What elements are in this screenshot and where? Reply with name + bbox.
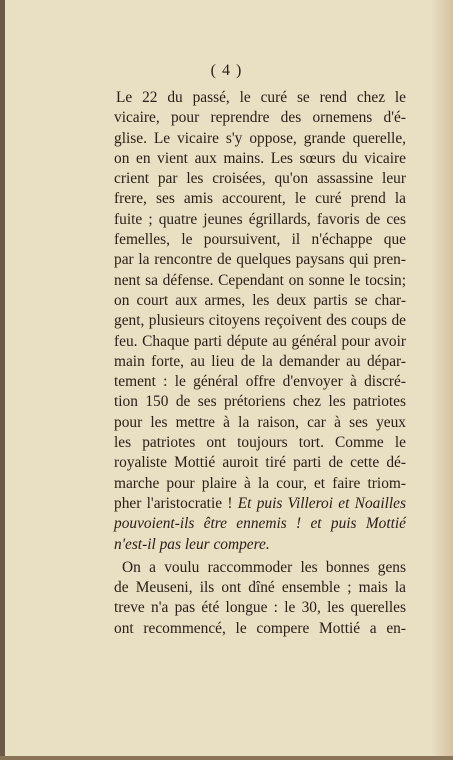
text-line-mixed — [114, 494, 406, 514]
text-line: tion 150 de ses prétoriens chez les patriotes — [114, 393, 406, 411]
body-text — [114, 88, 406, 639]
text-line: on court aux armes, les deux partis se char- — [114, 291, 406, 309]
text-line: fuite ; quatre jeunes égrillards, favoris de ces — [114, 210, 406, 228]
page-bottom-edge — [0, 756, 453, 760]
text-line: royaliste Mottié auroit tiré parti de cette dé- — [114, 454, 406, 472]
text-italic: Et puis Villeroi et Noailles — [237, 494, 406, 512]
text-line: pour les mettre à la raison, car à ses yeux — [114, 413, 406, 431]
text-line: par la rencontre de quelques paysans qui pren- — [114, 251, 406, 269]
text-line: de Meuseni, ils ont dîné ensemble ; mais la — [114, 579, 406, 597]
text-line-italic: pouvoient-ils être ennemis ! et puis Mottié — [114, 515, 406, 533]
page-right-shadow — [431, 0, 453, 760]
text-line: les patriotes ont toujours tort. Comme le — [114, 434, 406, 452]
text-line-italic: n'est-il pas leur compere. — [114, 535, 270, 553]
text-line: On a voulu raccommoder les bonnes gens — [122, 558, 406, 576]
text-line: on en vient aux mains. Les sœurs du vicaire — [114, 149, 406, 167]
text-line: glise. Le vicaire s'y oppose, grande querelle, — [114, 129, 406, 147]
text-line: marche pour plaire à la cour, et faire triom- — [114, 474, 406, 492]
text-line: treve n'a pas été longue : le 30, les querelles — [114, 599, 406, 617]
text-line: vicaire, pour reprendre des ornemens d'é- — [114, 109, 406, 127]
text-roman: pher l'aristocratie ! — [114, 494, 238, 512]
text-line: Le 22 du passé, le curé se rend chez le — [116, 89, 406, 106]
text-line: main forte, au lieu de la demander au dépar- — [114, 352, 406, 370]
text-line: gent, plusieurs citoyens reçoivent des coups de — [114, 312, 406, 330]
text-line: feu. Chaque parti députe au général pour avoir — [114, 332, 406, 350]
text-line: frere, ses amis accourent, le curé prend la — [114, 190, 406, 208]
text-line: nent sa défense. Cependant on sonne le tocsin; — [114, 271, 406, 289]
page-left-edge — [0, 0, 5, 760]
text-line: ont recommencé, le compere Mottié a en- — [114, 619, 406, 637]
text-line: femelles, le poursuivent, il n'échappe que — [114, 231, 406, 249]
page-number: ( 4 ) — [210, 62, 243, 79]
text-line: crient par les croisées, qu'on assassine leur — [114, 170, 406, 188]
text-line: tement : le général offre d'envoyer à discré- — [114, 373, 406, 391]
